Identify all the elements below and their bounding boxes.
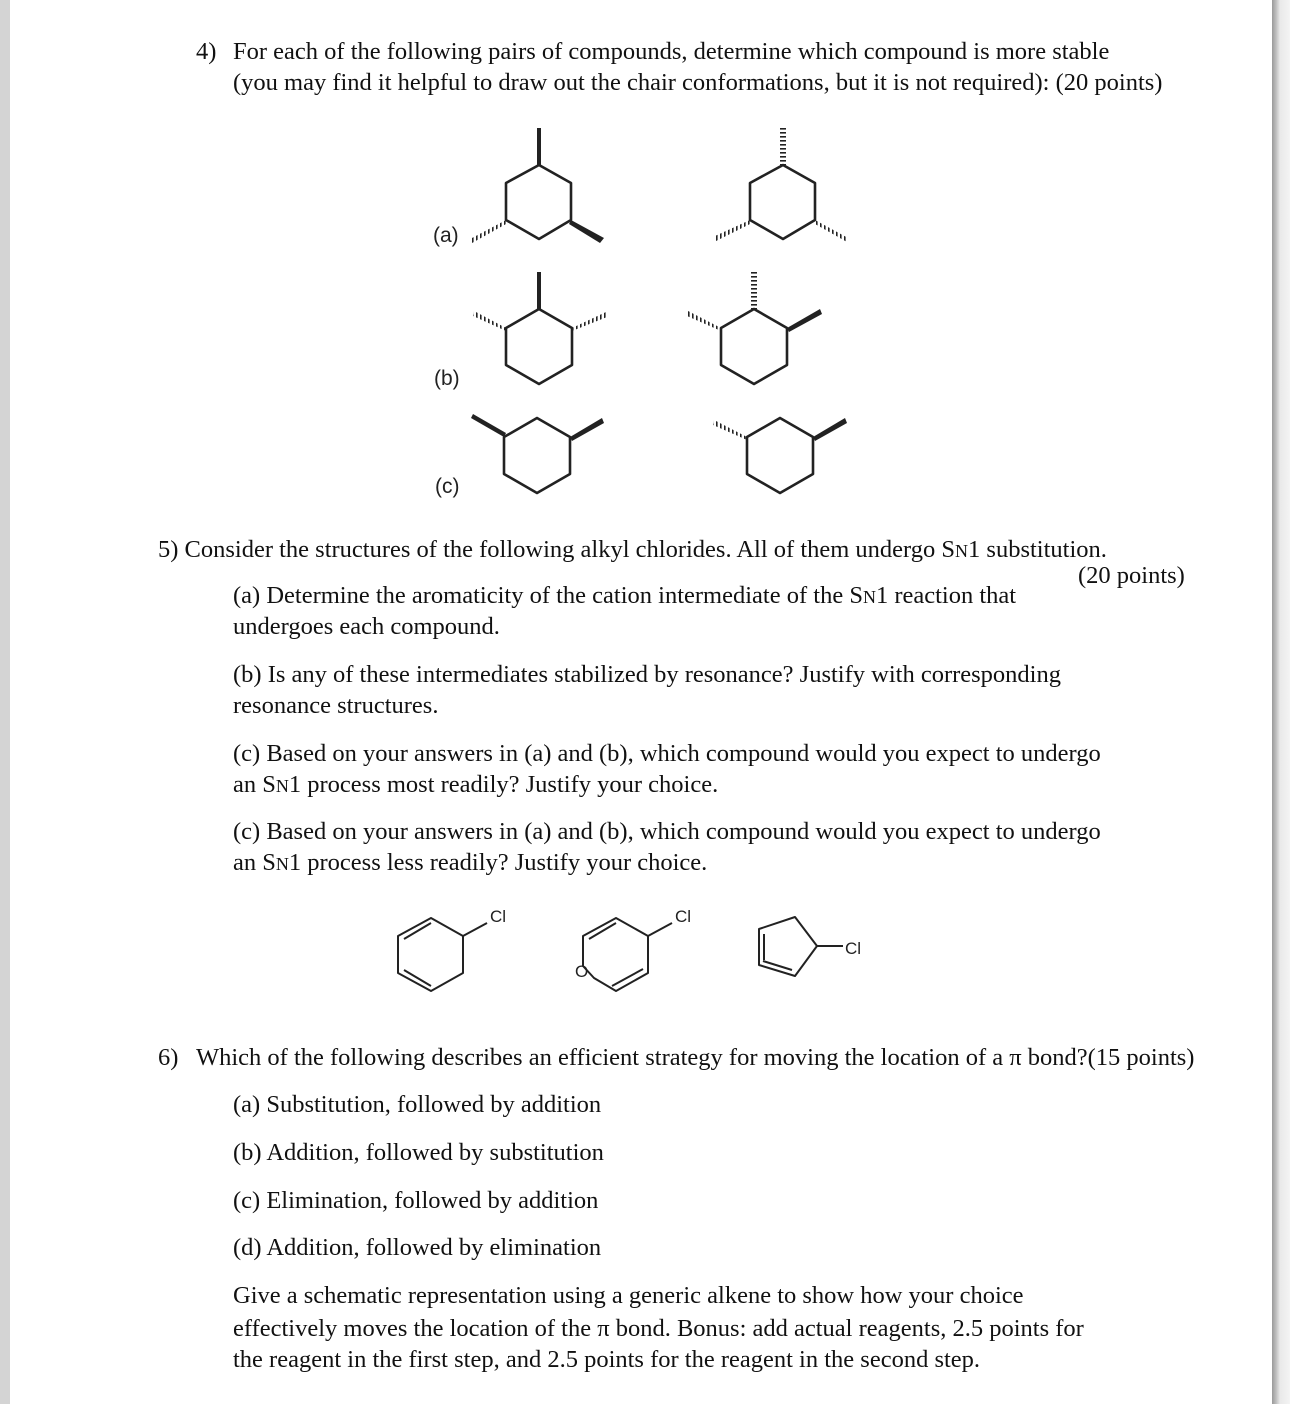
q4-line-1: For each of the following pairs of compounds, determine which compound is more stable: [233, 38, 1110, 65]
q5-compound-1: [398, 907, 506, 991]
q5-cl-label-3: Cl: [845, 939, 862, 958]
q5-part-c-line-1: (c) Based on your answers in (a) and (b), which compound would you expect to undergo: [233, 740, 1101, 767]
q5-part-c-line-2: an SN1 process most readily? Justify your choice.: [233, 771, 719, 798]
q6-number: 6): [158, 1044, 179, 1071]
q5-part-b-line-1: (b) Is any of these intermediates stabilized by resonance? Justify with corresponding: [233, 661, 1061, 688]
q6-task-line-2: effectively moves the location of the π bond. Bonus: add actual reagents, 2.5 points for: [233, 1315, 1084, 1342]
q4-label-c: (c): [435, 475, 460, 498]
q6-option-b: (b) Addition, followed by substitution: [233, 1139, 604, 1166]
q5-points: (20 points): [1078, 562, 1185, 589]
q5-cl-label-1: Cl: [490, 907, 507, 926]
q5-compound-2: [575, 907, 691, 991]
q6-option-c: (c) Elimination, followed by addition: [233, 1187, 599, 1214]
q5-part-b-line-2: resonance structures.: [233, 692, 439, 719]
q4-label-b: (b): [434, 367, 460, 390]
q4-line-2: (you may find it helpful to draw out the chair conformations, but it is not required): (20 points): [233, 69, 1163, 96]
q5-part-d-line-2: an SN1 process less readily? Justify your choice.: [233, 849, 708, 876]
q5-compound-3: [759, 917, 861, 976]
q5-part-a-line-2: undergoes each compound.: [233, 613, 500, 640]
q5-intro: 5) Consider the structures of the following alkyl chlorides. All of them undergo SN1 substitution.: [158, 536, 1107, 563]
q6-task-line-3: the reagent in the first step, and 2.5 points for the reagent in the second step.: [233, 1346, 981, 1373]
q5-o-label: O: [575, 962, 589, 981]
q4-label-a: (a): [433, 224, 459, 247]
q6-task-line-1: Give a schematic representation using a generic alkene to show how your choice: [233, 1282, 1024, 1309]
q5-part-d-line-1: (c) Based on your answers in (a) and (b), which compound would you expect to undergo: [233, 818, 1101, 845]
q6-option-a: (a) Substitution, followed by addition: [233, 1091, 602, 1118]
q4-number: 4): [196, 38, 217, 65]
q6-question: Which of the following describes an efficient strategy for moving the location of a π bond?(15 points): [196, 1044, 1195, 1071]
q5-cl-label-2: Cl: [675, 907, 692, 926]
q6-option-d: (d) Addition, followed by elimination: [233, 1234, 602, 1261]
q5-part-a-line-1: (a) Determine the aromaticity of the cation intermediate of the SN1 reaction that: [233, 582, 1017, 609]
